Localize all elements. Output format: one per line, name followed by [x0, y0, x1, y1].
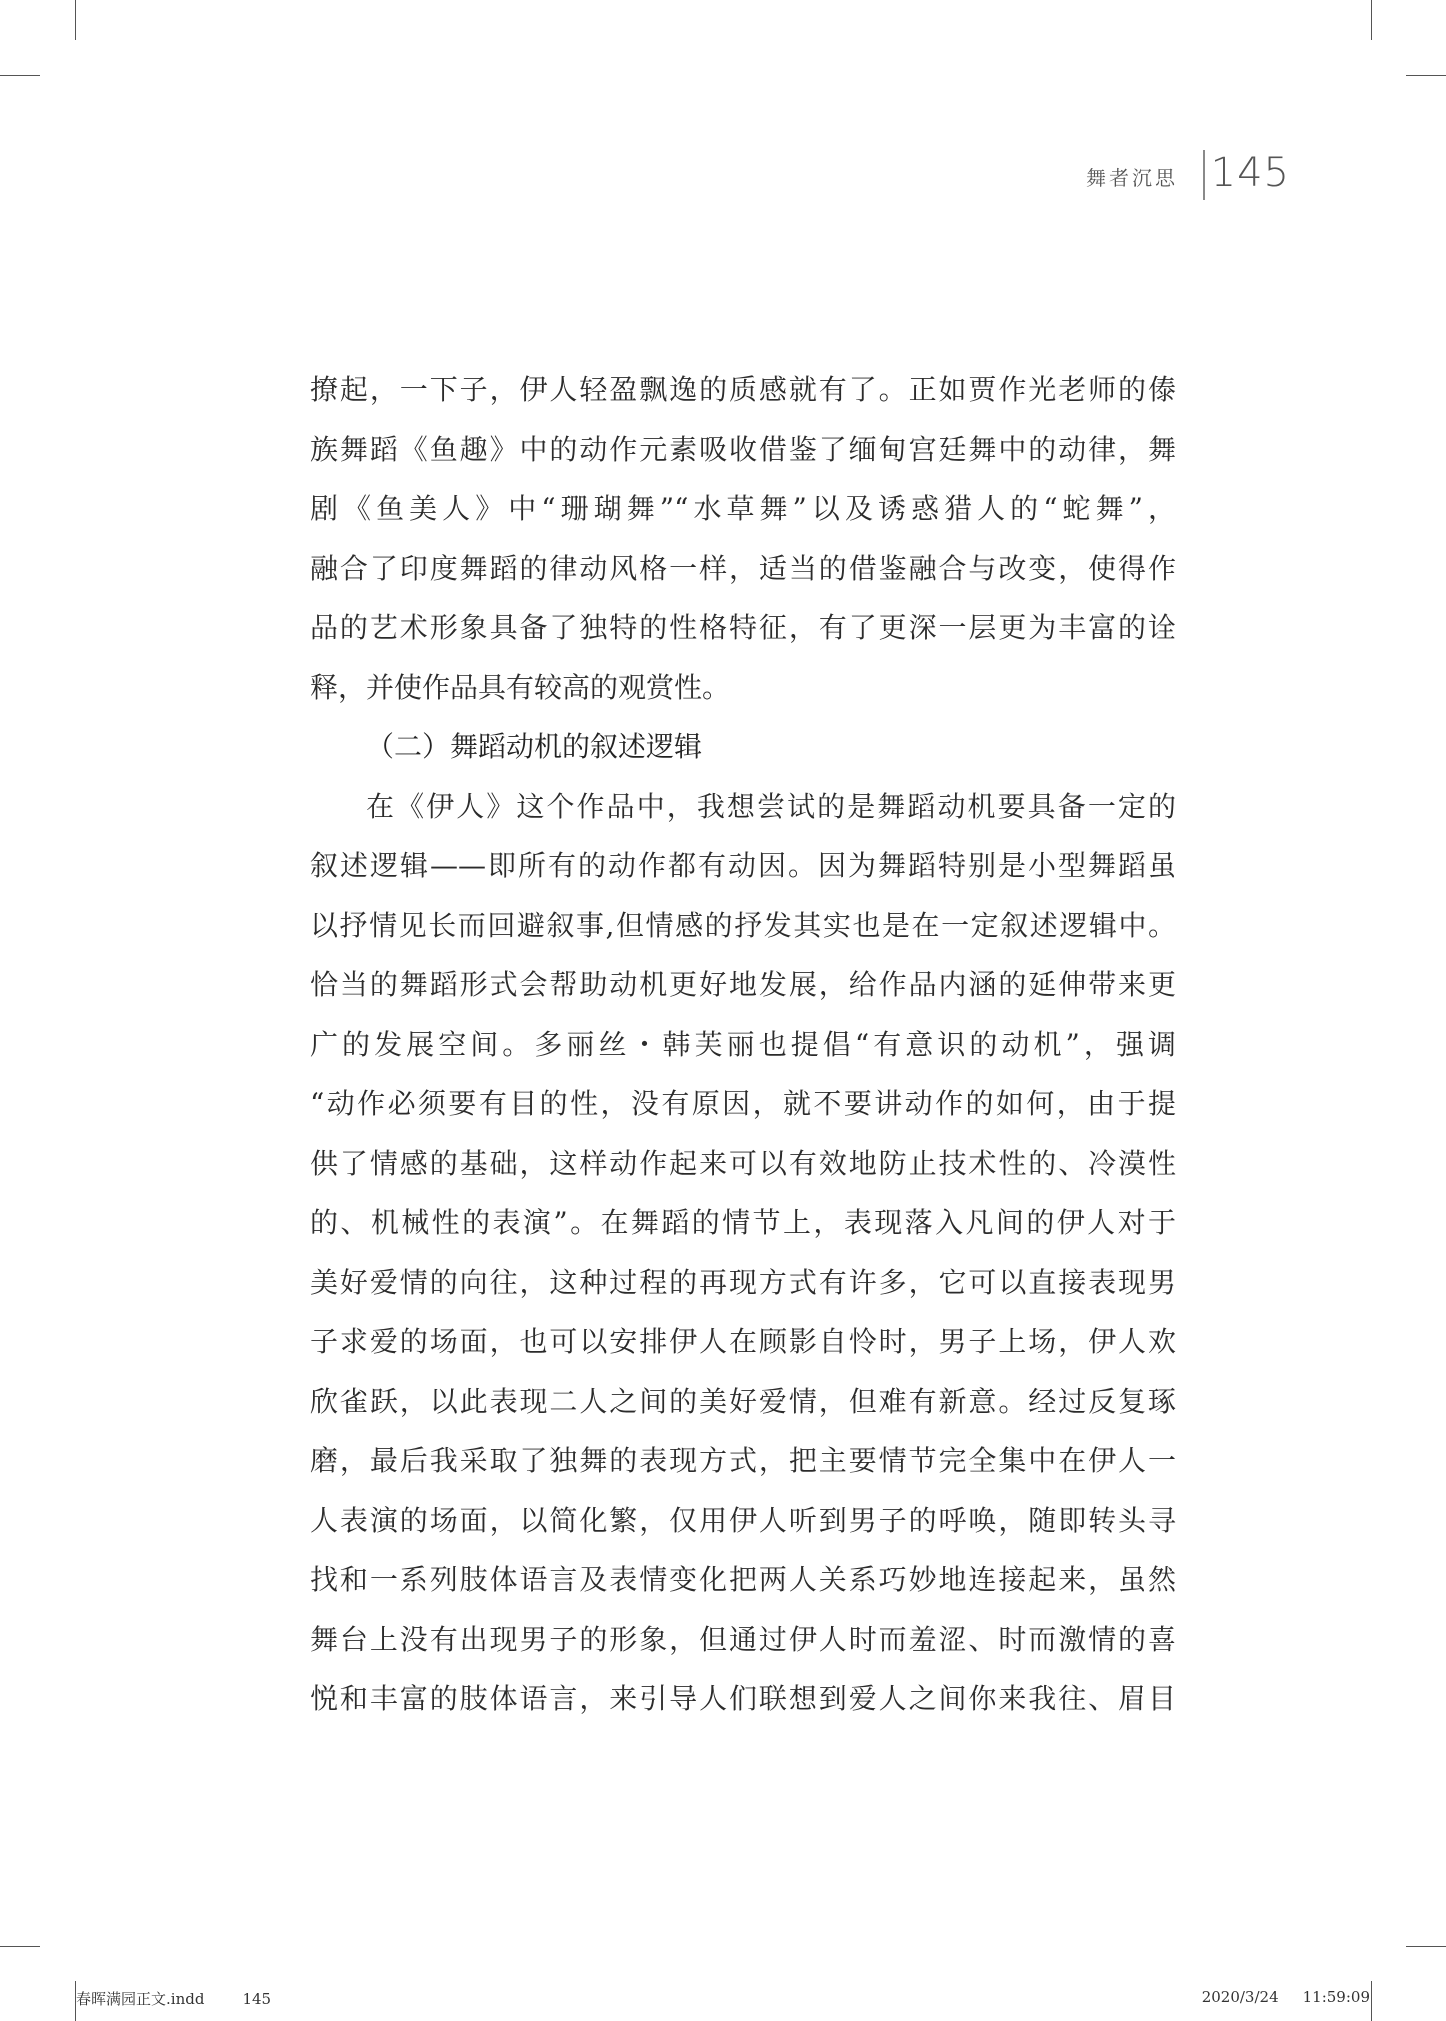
text-line: 美好爱情的向往，这种过程的再现方式有许多，它可以直接表现男	[310, 1265, 1176, 1299]
page-number: 145	[1210, 150, 1290, 196]
text-line: 族舞蹈《鱼趣》中的动作元素吸收借鉴了缅甸宫廷舞中的动律，舞	[310, 432, 1176, 466]
text-line: 磨，最后我采取了独舞的表现方式，把主要情节完全集中在伊人一	[310, 1444, 1176, 1477]
slug-file-name: 春晖满园正文.indd	[76, 1990, 205, 2008]
slug-date: 2020/3/24	[1201, 1988, 1279, 2006]
text-line: 叙述逻辑——即所有的动作都有动因。因为舞蹈特别是小型舞蹈虽	[310, 849, 1176, 882]
text-line: 撩起，一下子，伊人轻盈飘逸的质感就有了。正如贾作光老师的傣	[310, 373, 1176, 406]
header-divider	[1203, 150, 1205, 200]
body-text	[310, 360, 1176, 1729]
text-line: 释，并使作品具有较高的观赏性。	[310, 670, 731, 704]
crop-mark	[1371, 0, 1372, 40]
crop-mark	[1371, 1981, 1372, 2021]
header-title: 舞者沉思	[1086, 166, 1178, 190]
slug-timestamp	[1202, 1988, 1370, 2006]
text-line: 找和一系列肢体语言及表情变化把两人关系巧妙地连接起来，虽然	[310, 1563, 1176, 1596]
text-line: 悦和丰富的肢体语言，来引导人们联想到爱人之间你来我往、眉目	[310, 1682, 1176, 1715]
crop-mark	[0, 1946, 40, 1947]
text-line: 在《伊人》这个作品中，我想尝试的是舞蹈动机要具备一定的	[366, 789, 1176, 823]
text-line: 剧《鱼美人》中“珊瑚舞”“水草舞”以及诱惑猎人的“蛇舞”，	[310, 492, 1176, 525]
section-subheading: （二）舞蹈动机的叙述逻辑	[366, 730, 703, 763]
text-line: 人表演的场面，以简化繁，仅用伊人听到男子的呼唤，随即转头寻	[310, 1503, 1176, 1537]
crop-mark	[1406, 75, 1446, 76]
text-line: 供了情感的基础，这样动作起来可以有效地防止技术性的、冷漠性	[310, 1146, 1176, 1180]
crop-mark	[75, 0, 76, 40]
text-line: 欣雀跃，以此表现二人之间的美好爱情，但难有新意。经过反复琢	[310, 1384, 1176, 1418]
running-header	[0, 140, 1290, 212]
text-line: 广的发展空间。多丽丝・韩芙丽也提倡“有意识的动机”，强调	[310, 1027, 1176, 1061]
text-line: 的、机械性的表演”。在舞蹈的情节上，表现落入凡间的伊人对于	[310, 1206, 1176, 1239]
text-line: 舞台上没有出现男子的形象，但通过伊人时而羞涩、时而激情的喜	[310, 1622, 1176, 1656]
text-line: 融合了印度舞蹈的律动风格一样，适当的借鉴融合与改变，使得作	[310, 551, 1176, 585]
slug-time: 11:59:09	[1302, 1988, 1370, 2006]
text-line: 品的艺术形象具备了独特的性格特征，有了更深一层更为丰富的诠	[310, 611, 1176, 644]
text-line: “动作必须要有目的性，没有原因，就不要讲动作的如何，由于提	[310, 1087, 1176, 1120]
text-line: 子求爱的场面，也可以安排伊人在顾影自怜时，男子上场，伊人欢	[310, 1325, 1176, 1358]
slug-file-info	[76, 1988, 271, 2009]
text-line: 以抒情见长而回避叙事,但情感的抒发其实也是在一定叙述逻辑中。	[310, 908, 1176, 942]
slug-page-number: 145	[242, 1990, 272, 2008]
text-line: 恰当的舞蹈形式会帮助动机更好地发展，给作品内涵的延伸带来更	[310, 968, 1176, 1001]
crop-mark	[1406, 1946, 1446, 1947]
crop-mark	[0, 75, 40, 76]
